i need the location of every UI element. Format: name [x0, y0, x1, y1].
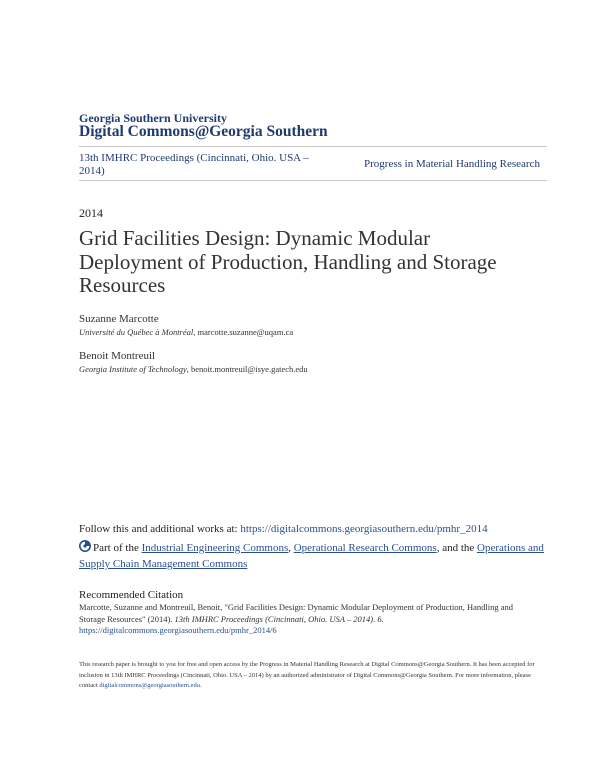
separator: ,	[288, 542, 294, 554]
university-name[interactable]: Georgia Southern University	[79, 111, 227, 125]
follow-line	[79, 523, 488, 535]
citation-number: . 6.	[373, 613, 384, 624]
collection-url-link[interactable]: https://digitalcommons.georgiasouthern.edu/pmhr_2014	[240, 523, 488, 535]
industrial-engineering-commons-link[interactable]: Industrial Engineering Commons	[141, 542, 289, 554]
follow-prefix: Follow this and additional works at:	[79, 523, 241, 535]
top-divider	[79, 146, 547, 147]
author-name: Benoit Montreuil	[79, 350, 156, 362]
footer-notice	[79, 660, 549, 692]
operations-supply-chain-commons-link[interactable]: Operations and Supply Chain Management Commons	[79, 542, 544, 570]
part-of-prefix: Part of the	[93, 542, 142, 554]
affiliation-name: Georgia Institute of Technology	[79, 364, 187, 374]
article-title: Grid Facilities Design: Dynamic Modular Deployment of Production, Handling and Storage Resources	[79, 226, 497, 297]
author-name: Suzanne Marcotte	[79, 313, 159, 325]
separator: , and the	[436, 542, 478, 554]
citation-text	[79, 602, 539, 637]
citation-url-link[interactable]: https://digitalcommons.georgiasouthern.edu/pmhr_2014/6	[79, 625, 277, 635]
footer-text: This research paper is brought to you for free and open access by the Progress in Material Handling Research at Digital Commons@Georgia Southern. It has been accepted for inclusion in 13th IMHRC Proceedings (Cincinnati, Ohio. USA – 2014) by an authorized administrator of Digital Commons@Georgia Southern. For more information, please contact	[79, 661, 535, 689]
contact-email-link[interactable]: digitalcommons@georgiasouthern.edu	[99, 682, 201, 689]
publication-year: 2014	[79, 206, 103, 220]
repository-name[interactable]: Digital Commons@Georgia Southern	[79, 123, 328, 140]
open-access-icon	[79, 540, 91, 552]
author-affiliation	[79, 364, 308, 374]
citation-heading: Recommended Citation	[79, 589, 184, 601]
author-email: , benoit.montreuil@isye.gatech.edu	[186, 364, 308, 374]
footer-end: .	[200, 682, 202, 689]
citation-body: Marcotte, Suzanne and Montreuil, Benoit, "Grid Facilities Design: Dynamic Modular Deployment of Production, Handling and Storage Resources" (2014).	[79, 602, 514, 624]
bottom-divider	[79, 180, 547, 181]
proceedings-link[interactable]: 13th IMHRC Proceedings (Cincinnati, Ohio. USA – 2014)	[79, 152, 309, 177]
citation-source: 13th IMHRC Proceedings (Cincinnati, Ohio. USA – 2014)	[174, 613, 374, 624]
affiliation-name: Université du Québec à Montréal	[79, 327, 194, 337]
series-link[interactable]: Progress in Material Handling Research	[364, 158, 540, 170]
author-affiliation	[79, 327, 293, 337]
operational-research-commons-link[interactable]: Operational Research Commons	[293, 542, 437, 554]
part-of-line	[79, 540, 549, 572]
author-email: , marcotte.suzanne@uqam.ca	[193, 327, 294, 337]
